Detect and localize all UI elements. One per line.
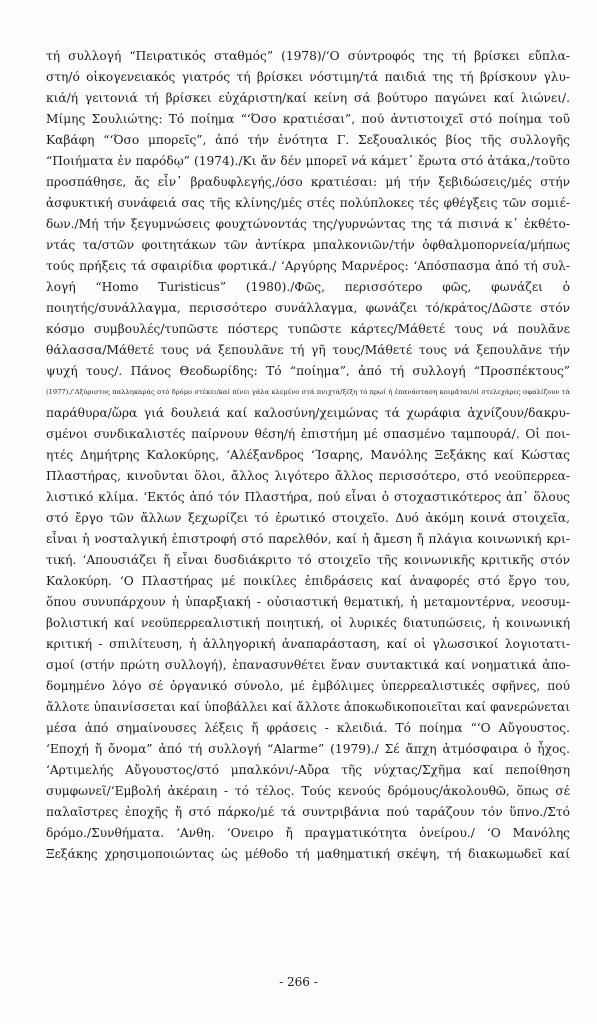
text-line: “Ποιήματα ἐν παρόδῳ” (1974)./Κι ἄν δέν μπορεῖ νά κάμετ᾽ ἔρωτα στό ἀτάκα,/τοῦτο — [46, 154, 570, 168]
text-line: παράθυρα/ὥρα γιά δουλειά καί καλοσύνη/χειμώνας τά χωράφια ἀχνίζουν/δακρυ- — [46, 406, 570, 420]
text-line: παλαῖστρες ἐποχῆς ἤ στό πάρκο/μέ τά συντριβάνια πού ταράζουν τόν ὕπνο./Στό — [46, 805, 570, 819]
text-line: σμένοι συνδικαλιστές παίρνουν θέση/ή ἐπιστήμη μέ σπασμένο ταμπουρά/. Οἱ ποι- — [46, 427, 570, 441]
text-line: ντάς τα/στῶν φοιτητάκων τῶν ἀντίκρα μπαλκονιῶν/τήν ὀφθαλμοπορνεία/μήπως — [46, 238, 570, 252]
text-line: κριτική - σπιλίτευση, ἡ ἀλληγορική ἀναπαράσταση, καί οἱ γλωσσικοί λογιοτατι- — [46, 637, 570, 651]
text-line: στό ἔργο τῶν ἄλλων ξεχωρίζει τό ἐρωτικό στοιχεῖο. Δυό ἀκόμη κοινά στοιχεῖα, — [46, 511, 570, 525]
text-line: λιστικό κλίμα. ‘Εκτός ἀπό τόν Πλαστήρα, πού εἶναι ὁ στοχαστικότερος ἀπ᾽ ὅλους — [46, 490, 570, 504]
text-line: Μίμης Σουλιώτης: Τό ποίημα “‘Όσο κρατιέσαι”, πού ἀντιστοιχεῖ στό ποίημα τοῦ — [46, 112, 570, 126]
text-line: προσπάθησε, ἄς εἶν᾽ βραδυφλεγής,/όσο κρατιέσαι: μή τήν ξεβιδώσεις/μές στήν — [46, 175, 570, 189]
text-line: ‘Εποχή ἤ ὄνομα” ἀπό τή συλλογή “Alarme” (1979)./ Σέ ἄπχη ἀτμόσφαιρα ὁ ἦχος. — [46, 742, 570, 756]
text-line: τούς πρήξεις τά σφαιρίδια φορτικά./ ‘Αργύρης Μαρνέρος: ‘Απόσπασμα ἀπό τή συλ- — [46, 259, 570, 273]
text-line: συμφωνεῖ/‘Εμβολή ἀκέραιη - τό τέλος. Τούς κενούς δρόμους/ἀκολουθῶ, ὅπως σέ — [46, 784, 570, 798]
text-line: ὅπου συνυπάρχουν ἡ ὑπαρξιακή - οὐσιαστική θεματική, ἡ μεταμοντέρνα, νεοσυμ- — [46, 595, 570, 609]
text-line: (1977)./‘Αξύριστος παλληκαράς στό δρόμο στέκει/καί πίνει γάλα κλεμένο στά πνιχτά/ξέξη τό πρωί ἡ ἐπανάσταση κοιμᾶται/οἱ στελεχάρες σφαλίζουν τά — [46, 388, 570, 396]
body-text — [46, 46, 570, 865]
text-line: ‘Αρτιμελής Αὔγουστος/στό μπαλκόνι/-Αὔρα τῆς νύχτας/Σχῆμα καί πεποίθηση — [46, 763, 570, 777]
text-line: σμοί (στήν πρώτη συλλογή), ἐπανασυνθέτει ἕναν συντακτικά καί νοηματικά ἀπο- — [46, 658, 570, 672]
text-line: θάλασσα/Μάθετέ τους νά ξεπουλᾶνε τή γῆ τους/Μάθετέ τους νά ξεπουλᾶνε τήν — [46, 343, 570, 357]
text-line: στη/ό οἰκογενειακός γιατρός τή βρίσκει νόστιμη/τά παιδιά της τή βρίσκουν γλυ- — [46, 70, 570, 84]
text-line: ποιητής/συνάλλαγμα, περισσότερο συνάλλαγμα, φωνάζει τό/κράτος/Δῶστε στόν — [46, 301, 570, 315]
text-line: ἄλλοτε ὑπαινίσσεται καί ὑποβάλλει καί ἄλλοτε ἀποκωδικοποιεῖται καί φανερώνεται — [46, 700, 570, 714]
text-line: Καβάφη “‘Όσο μπορεῖς”, ἀπό τήν ἑνότητα Γ. Σεξουαλικός βίος τῆς συλλογῆς — [46, 133, 570, 147]
text-line: τή συλλογή “Πειρατικός σταθμός” (1978)/‘Ο σύντροφός της τή βρίσκει εὔπλα- — [46, 49, 570, 63]
text-line: Πλαστήρας, κινοῦνται ὅλοι, ἄλλος λιγότερο ἄλλος περισσότερο, στό νεοϋπερρεα- — [46, 469, 570, 483]
text-line: Καλοκύρη. ‘Ο Πλαστήρας μέ ποικίλες ἐπιδράσεις καί ἀναφορές στό ἔργο του, — [46, 574, 570, 588]
text-line: κιά/ή γειτονιά τή βρίσκει εὐχάριστη/καί κείνη σά βούτυρο παγώνει καί λιώνει/. — [46, 91, 570, 105]
page-number: - 266 - — [279, 975, 318, 989]
text-line: λογή “Homo Turisticus” (1980)./Φῶς, περισσότερο φῶς, φωνάζει ὁ — [46, 280, 570, 294]
text-line: τική. ‘Απουσιάζει ἤ εἶναι δυσδιάκριτο τό στοιχεῖο τῆς κοινωνικῆς κριτικῆς στόν — [46, 553, 570, 567]
text-line: δομημένο λόγο σέ ὀργανικό σύνολο, μέ ἐμβόλιμες ὑπερρεαλιστικές σφῆνες, πού — [46, 679, 570, 693]
text-line: ἀσφυκτική συνάφειά σας τῆς κλίνης/μές στές πολύπλοκες τές φθέγξεις τῶν σομιέ- — [46, 196, 570, 210]
text-line: ητές Δημήτρης Καλοκύρης, ‘Αλέξανδρος ‘Ίσαρης, Μανόλης Ξεξάκης καί Κώστας — [46, 448, 570, 462]
text-line: κόσμο συμβουλές/τυπῶστε πόστερς τυπῶστε κάρτες/Μάθετέ τους νά πουλᾶνε — [46, 322, 570, 336]
text-line: Ξεξάκης χρησιμοποιώντας ὡς μέθοδο τή μαθηματική σκέψη, τή διακωμωδεῖ καί — [46, 847, 570, 861]
text-line: βολιστική καί νεοϋπερρεαλιστική ποιητική, οἱ λυρικές διατυπώσεις, ἡ κοινωνική — [46, 616, 570, 630]
text-line: δων./Μή τήν ξεγυμνώσεις φουχτώνοντάς της/γυρνώντας της τά πισινά κ᾽ ἐκθέτο- — [46, 217, 570, 231]
text-line: εἶναι ἡ νοσταλγική ἐπιστροφή στό παρελθόν, καί ἡ ἄμεση ἤ πλάγια κοινωνική κρι- — [46, 532, 570, 546]
text-line: δρόμο./Συνθήματα. ‘Ανθη. ‘Ονειρο ἤ πραγματικότητα ὀνείρου./ ‘Ο Μανόλης — [46, 826, 570, 840]
text-line: ψυχή τους/. Πάνος Θεοδωρίδης: Τό “ποίημα”, ἀπό τή συλλογή “Προσπέκτους” — [46, 364, 570, 378]
text-line: μέσα ἀπό σημαίνουσες λέξεις ἤ φράσεις - κλειδιά. Τό ποίημα “‘Ο Αὔγουστος. — [46, 721, 570, 735]
